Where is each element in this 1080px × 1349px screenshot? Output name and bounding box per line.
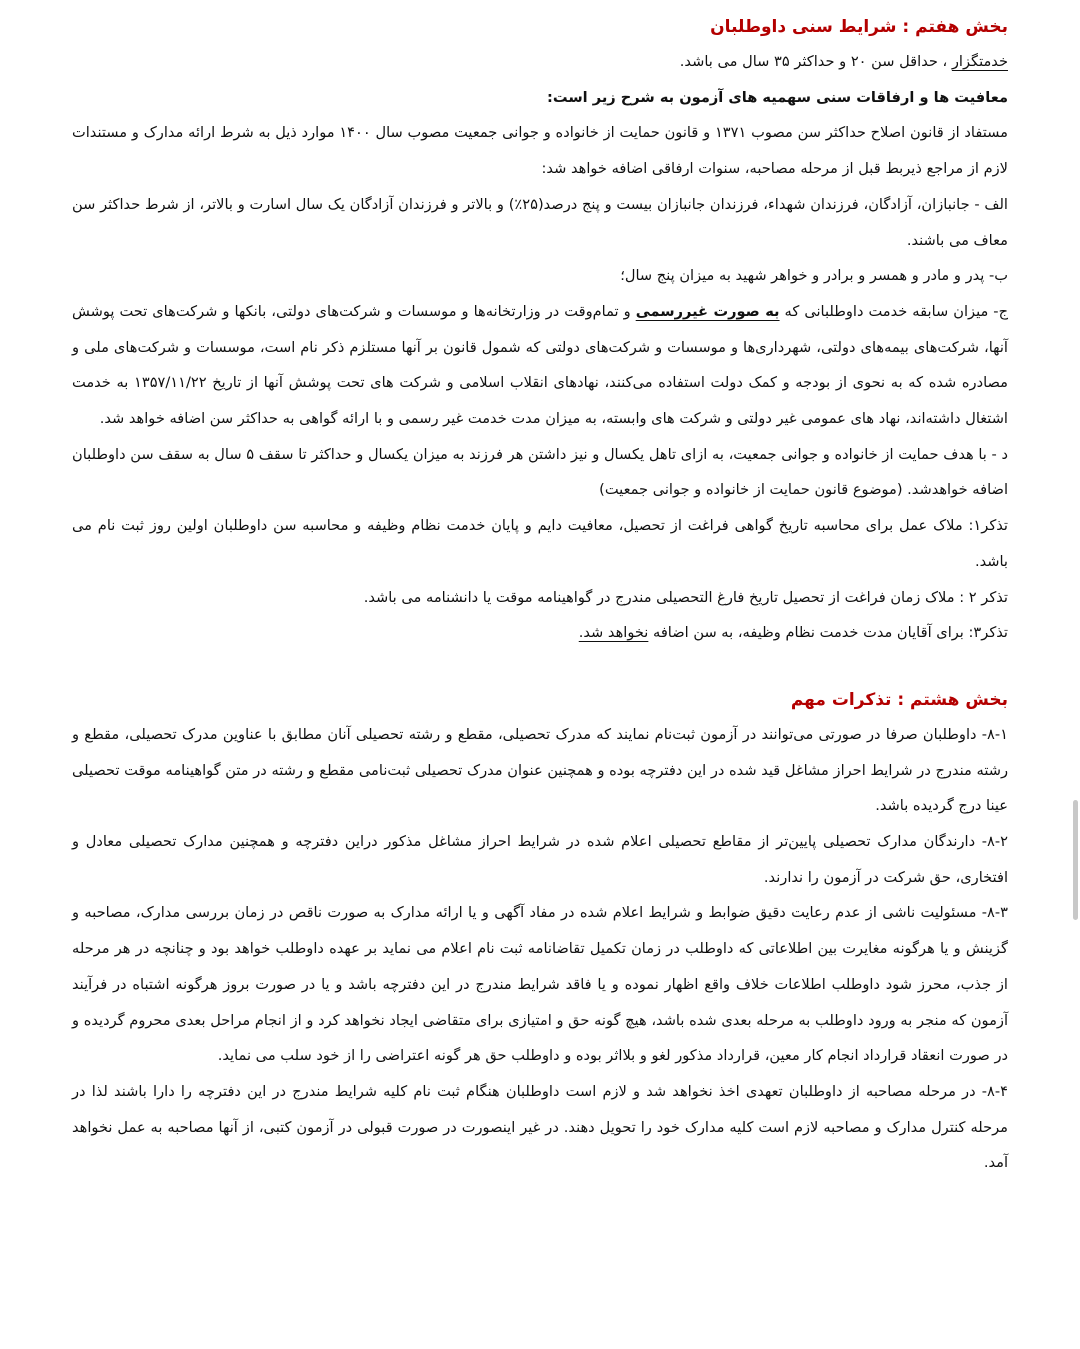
item-jim-underlined: به صورت غیررسمی	[635, 302, 780, 320]
exemptions-title: معافیت ها و ارفاقات سنی سهمیه های آزمون به شرح زیر است:	[547, 88, 1008, 106]
item-jim	[72, 294, 1008, 437]
section-7-title: بخش هفتم : شرایط سنی داوطلبان	[710, 17, 1008, 37]
note-8-1: ۸-۱- داوطلبان صرفا در صورتی می‌توانند در آزمون ثبت‌نام نمایند که مدرک تحصیلی، مقطع و رشته تحصیلی آنان مطابق با عناوین مدرک تحصیلی، مقطع و رشته مندرج در شرایط احراز مشاغل قید شده در این دفترچه بوده و همچنین عنوان مدرک تحصیلی ثبت‌نامی مقطع و رشته در متن گواهینامه موقت تحصیلی عینا درج گردیده باشد.	[72, 725, 1008, 815]
note-1: تذکر۱: ملاک عمل برای محاسبه تاریخ گواهی فراغت از تحصیل، معافیت دایم و پایان خدمت نظام وظیفه و محاسبه سن داوطلبان اولین روز ثبت نام می باشد.	[72, 517, 1008, 570]
item-dal: د - با هدف حمایت از خانواده و جوانی جمعیت، به ازای تاهل یکسال و نیز داشتن هر فرزند به میزان یکسال و حداکثر تا سقف ۵ سال به سقف سن داوطلبان اضافه خواهدشد. (موضوع قانون حمایت از خانواده و جوانی جمعیت)	[72, 445, 1009, 499]
note-8-4: ۸-۴- در مرحله مصاحبه از داوطلبان تعهدی اخذ نخواهد شد و لازم است داوطلبان هنگام ثبت نام کلیه شرایط مندرج در این دفترچه را دارا باشند لذا در مرحله کنترل مدارک و مصاحبه لازم است کلیه مدارک خود را تحویل دهند. در غیر اینصورت در صورت قبولی در آزمون کتبی، از آنها مصاحبه به عمل نخواهد آمد.	[72, 1082, 1008, 1172]
note-8-2: ۸-۲- دارندگان مدارک تحصیلی پایین‌تر از مقاطع تحصیلی اعلام شده در شرایط احراز مشاغل مذکور دراین دفترچه و همچنین مدارک تحصیلی معادل و افتخاری، حق شرکت در آزمون را ندارند.	[72, 833, 1008, 886]
section-8-title: بخش هشتم : تذکرات مهم	[790, 689, 1008, 710]
item-jim-start: ج- میزان سابقه خدمت داوطلبانی که	[779, 302, 1008, 320]
note-3	[72, 615, 1008, 651]
item-alef: الف - جانبازان، آزادگان، فرزندان شهداء، فرزندان جانبازان بیست و پنج درصد(۲۵٪) و بالاتر و فرزندان آزادگان یک سال اسارت و بالاتر، از شرط حداکثر سن معاف می باشند.	[72, 195, 1008, 249]
age-limit-text: ، حداقل سن ۲۰ و حداکثر ۳۵ سال می باشد.	[679, 53, 952, 70]
document-page	[72, 10, 1008, 1181]
age-limit-paragraph	[72, 44, 1008, 80]
note-3-text: تذکر۳: برای آقایان مدت خدمت نظام وظیفه، به سن اضافه	[648, 624, 1008, 642]
employee-term: خدمتگزار	[951, 53, 1008, 70]
note-3-underlined: نخواهد شد.	[578, 624, 649, 642]
scrollbar-thumb[interactable]	[1073, 800, 1078, 920]
note-8-3: ۸-۳- مسئولیت ناشی از عدم رعایت دقیق ضوابط و شرایط اعلام شده در مفاد آگهی و یا ارائه مدارک به صورت ناقص در زمان بررسی مدارک، مصاحبه و گزینش و یا هرگونه مغایرت بین اطلاعاتی که داوطلب در زمان تکمیل تقاضانامه ثبت نام اعلام می نماید بر عهده داوطلب خواهد بود و چنانچه در هر مرحله از جذب، محرز شود داوطلب اطلاعات خلاف واقع اظهار نموده و یا فاقد شرایط مندرج در این دفترچه باشد و یا در صورت بروز هرگونه اشتباه در فرآیند آزمون که منجر به ورود داوطلب به مرحله بعدی شده باشد، هیچ گونه حق و امتیازی برای متقاضی ایجاد نخواهد کرد و از انجام مراحل بعدی محروم گردیده و در صورت انعقاد قرارداد انجام کار معین، قرارداد مذکور لغو و بلااثر بوده و داوطلب حق هر گونه اعتراضی را از خود سلب می نماید.	[72, 904, 1008, 1065]
law-reference-paragraph: مستفاد از قانون اصلاح حداکثر سن مصوب ۱۳۷۱ و قانون حمایت از خانواده و جوانی جمعیت مصوب سال ۱۴۰۰ موارد ذیل به شرط ارائه مدارک و مستندات لازم از مراجع ذیربط قبل از مرحله مصاحبه، سنوات ارفاقی اضافه خواهد شد:	[72, 124, 1008, 178]
item-jim-rest: و تمام‌وقت در وزارتخانه‌ها و موسسات و شرکت‌های دولتی، بانکها و شرکت‌های تحت پوشش آنها، شرکت‌های بیمه‌های دولتی، شهرداری‌ها و موسسات و شرکت‌های دولتی که شمول قانون بر آنها مستلزم ذکر نام است، موسسات و شرکت‌های ملی و مصادره شده که به نحوی از بودجه و کمک دولت استفاده می‌کنند، نهادهای انقلاب اسلامی و شرکت های تحت پوشش آنها از تاریخ ۱۳۵۷/۱۱/۲۲ به خدمت اشتغال داشته‌اند، نهاد های عمومی غیر دولتی و شرکت های وابسته، به میزان مدت خدمت غیر رسمی و با ارائه گواهی به حداکثر سن اضافه خواهد شد.	[72, 302, 1009, 428]
note-2: تذکر ۲ : ملاک زمان فراغت از تحصیل تاریخ فارغ التحصیلی مندرج در گواهینامه موقت یا دانشنامه می باشد.	[363, 588, 1008, 606]
item-be: ب- پدر و مادر و همسر و برادر و خواهر شهید به میزان پنج سال؛	[620, 267, 1008, 285]
